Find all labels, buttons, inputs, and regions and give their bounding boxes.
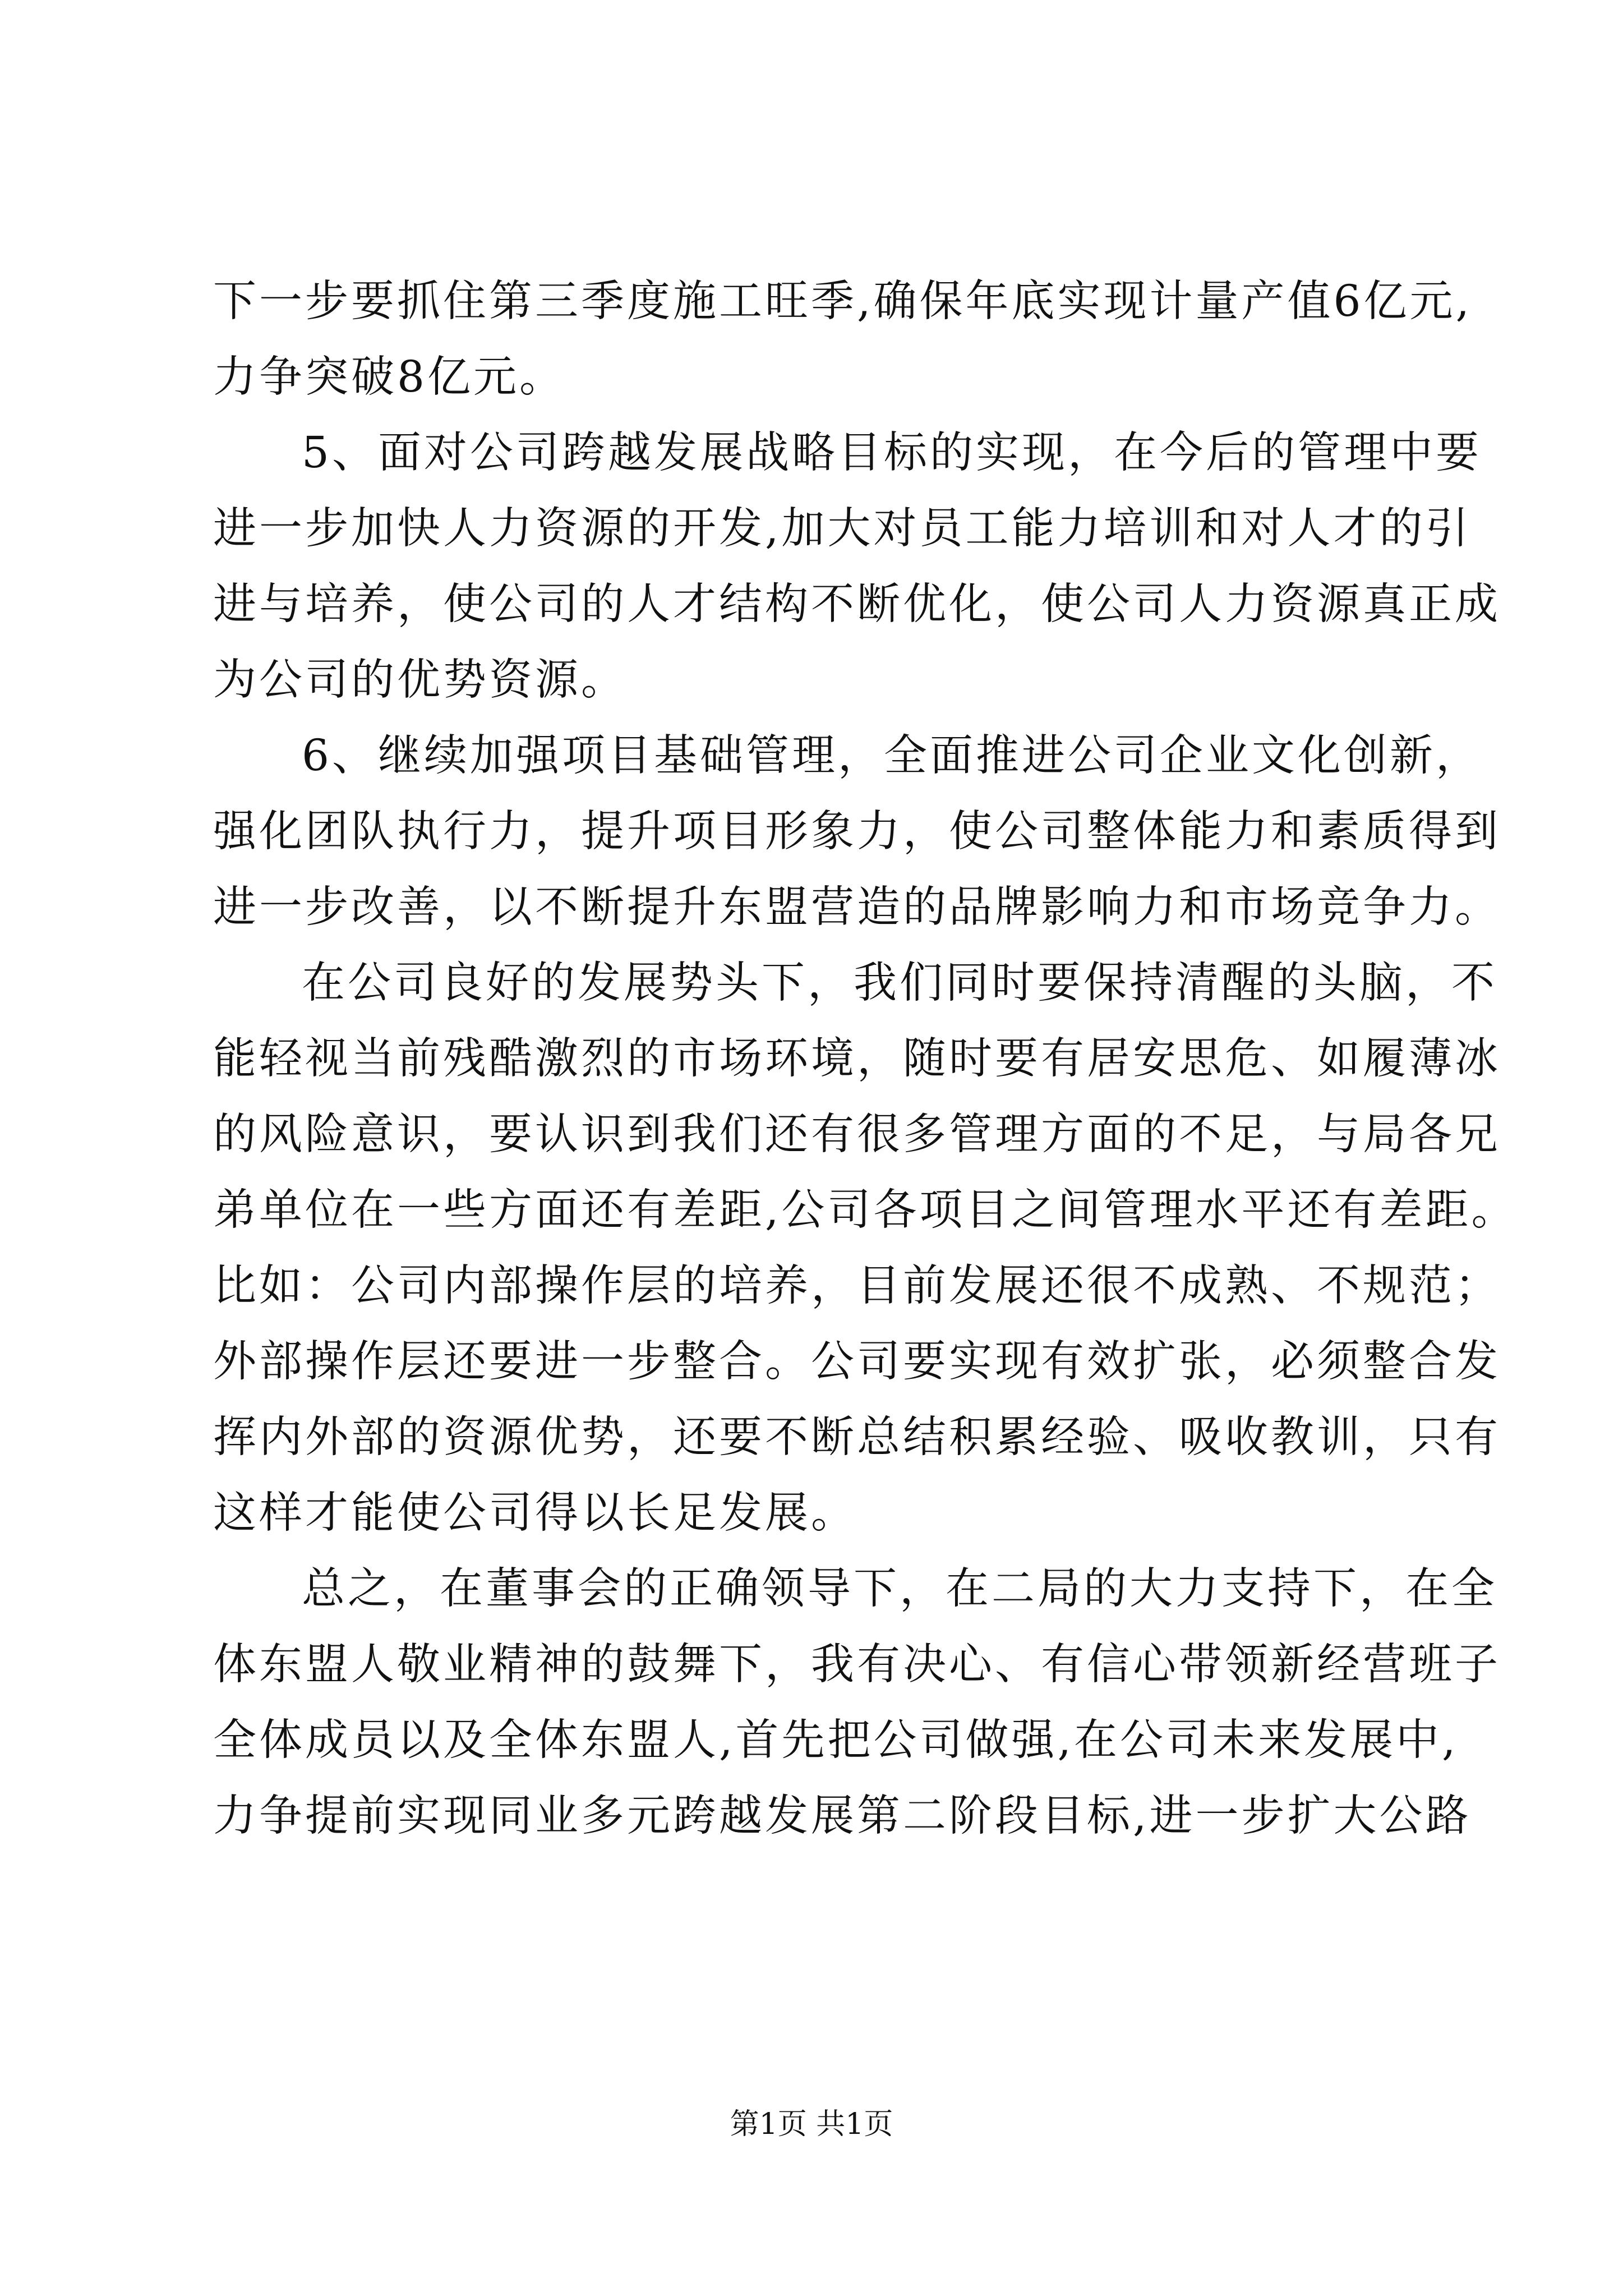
text-line: 比如：公司内部操作层的培养，目前发展还很不成熟、不规范； — [213, 1261, 1501, 1311]
text-line: 强化团队执行力，提升项目形象力，使公司整体能力和素质得到 — [213, 807, 1501, 857]
text-line: 进一步加快人力资源的开发,加大对员工能力培训和对人才的引 — [213, 504, 1472, 554]
text-line: 能轻视当前残酷激烈的市场环境，随时要有居安思危、如履薄冰 — [213, 1034, 1501, 1084]
text-line: 外部操作层还要进一步整合。公司要实现有效扩张，必须整合发 — [213, 1337, 1501, 1387]
text-line: 为公司的优势资源。 — [213, 655, 627, 705]
text-line: 力争提前实现同业多元跨越发展第二阶段目标,进一步扩大公路 — [213, 1791, 1472, 1841]
text-line: 体东盟人敬业精神的鼓舞下，我有决心、有信心带领新经营班子 — [213, 1640, 1501, 1690]
text-line: 这样才能使公司得以长足发展。 — [213, 1488, 857, 1538]
text-line: 力争突破8亿元。 — [213, 352, 565, 402]
paragraph-start-line: 总之，在董事会的正确领导下，在二局的大力支持下，在全 — [302, 1564, 1497, 1614]
paragraph-start-line: 6、继续加强项目基础管理，全面推进公司企业文化创新， — [302, 731, 1482, 781]
text-line: 下一步要抓住第三季度施工旺季,确保年底实现计量产值6亿元, — [213, 277, 1472, 326]
document-body — [213, 264, 1518, 1854]
text-line: 挥内外部的资源优势，还要不断总结积累经验、吸收教训，只有 — [213, 1412, 1501, 1462]
text-line: 进一步改善，以不断提升东盟营造的品牌影响力和市场竞争力。 — [213, 882, 1501, 932]
paragraph-start-line: 5、面对公司跨越发展战略目标的实现，在今后的管理中要 — [302, 428, 1482, 478]
text-line: 弟单位在一些方面还有差距,公司各项目之间管理水平还有差距。 — [213, 1185, 1518, 1235]
text-line: 的风险意识，要认识到我们还有很多管理方面的不足，与局各兄 — [213, 1110, 1501, 1159]
paragraph-start-line: 在公司良好的发展势头下，我们同时要保持清醒的头脑，不 — [302, 958, 1497, 1008]
page-footer: 第1页 共1页 — [730, 2108, 893, 2141]
text-line: 进与培养，使公司的人才结构不断优化，使公司人力资源真正成 — [213, 579, 1501, 629]
text-line: 全体成员以及全体东盟人,首先把公司做强,在公司未来发展中, — [213, 1715, 1459, 1765]
